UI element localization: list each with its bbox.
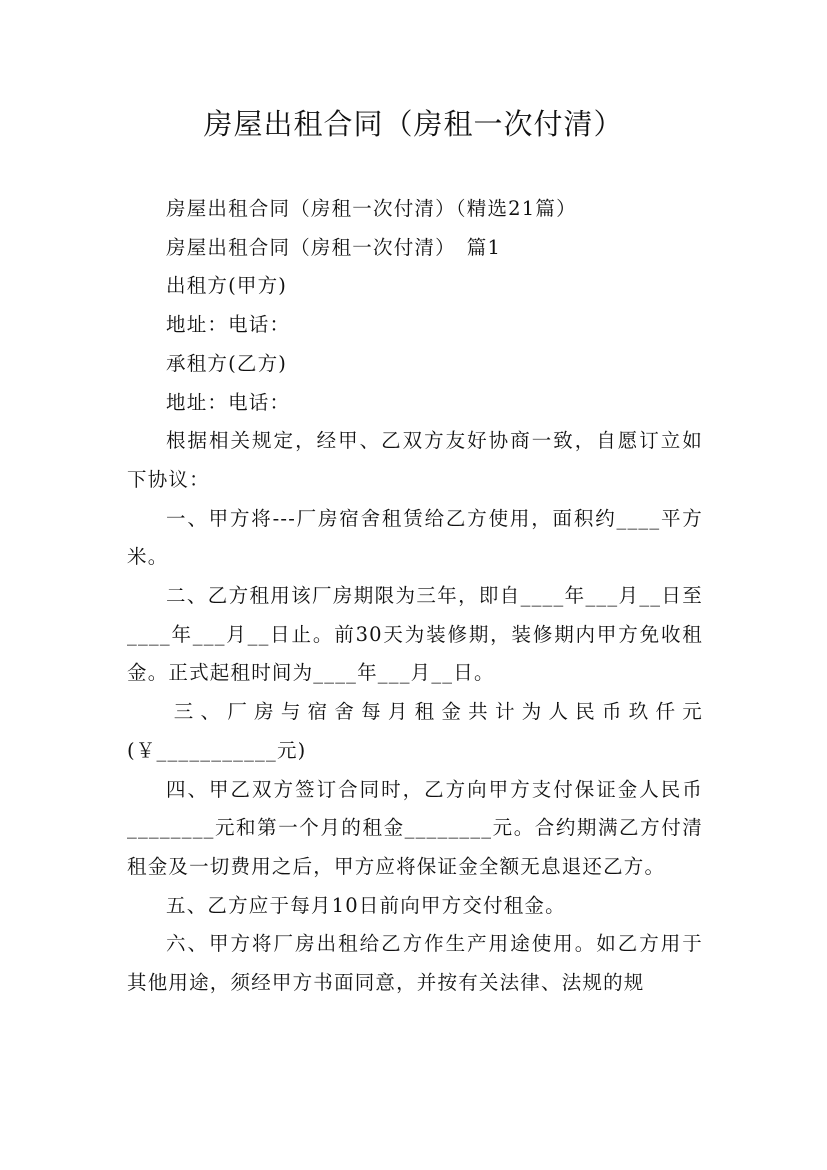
paragraph-lessor: 出租方(甲方) [166,274,288,298]
document-title: 房屋出租合同（房租一次付清） [203,107,624,141]
paragraph-section-heading: 房屋出租合同（房租一次付清） 篇1 [166,235,502,259]
paragraph-clause-4: 四、甲乙双方签订合同时，乙方向甲方支付保证金人民币________元和第一个月的租金________元。合约期满乙方付清租金及一切费用之后，甲方应将保证金全额无息退还乙方。 [127,777,703,878]
paragraph-clause-1: 一、甲方将---厂房宿舍租赁给乙方使用，面积约____平方米。 [127,506,703,569]
paragraph-clause-2: 二、乙方租用该厂房期限为三年，即自____年___月__日至____年___月__日止。前30天为装修期，装修期内甲方免收租金。正式起租时间为____年___月__日。 [127,584,703,685]
paragraph-preamble: 根据相关规定，经甲、乙双方友好协商一致，自愿订立如下协议： [127,429,703,491]
paragraph-lessee: 承租方(乙方) [166,351,288,375]
paragraph-lessee-address: 地址：电话： [166,390,291,414]
paragraph-clause-6: 六、甲方将厂房出租给乙方作生产用途使用。如乙方用于其他用途，须经甲方书面同意，并按有关法律、法规的规 [127,932,703,995]
paragraph-clause-3: 三、厂房与宿舍每月租金共计为人民币玖仟元(￥___________元) [127,700,703,762]
paragraph-lessor-address: 地址：电话： [166,313,291,337]
paragraph-subtitle: 房屋出租合同（房租一次付清）（精选21篇） [166,197,577,220]
document-body [127,190,703,1003]
paragraph-clause-5: 五、乙方应于每月10日前向甲方交付租金。 [166,893,566,917]
